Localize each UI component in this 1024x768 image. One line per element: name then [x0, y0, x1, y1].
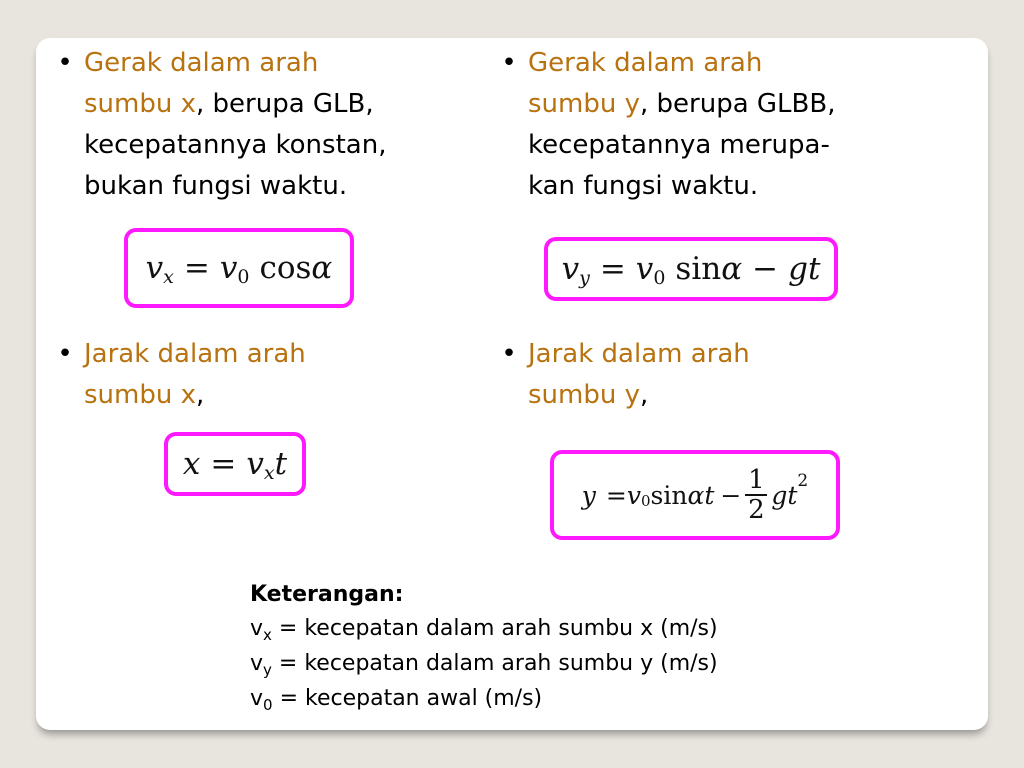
body-text: , berupa GLBB,	[640, 89, 836, 119]
fraction-numerator: 1	[748, 465, 765, 495]
formula-vy	[544, 237, 838, 301]
bullet-distance-y	[490, 334, 750, 416]
formula-subscript: 0	[653, 267, 666, 289]
slide	[36, 38, 988, 730]
formula-operator: =	[183, 250, 210, 286]
accent-text: Jarak dalam arah	[528, 339, 750, 369]
body-text: ,	[196, 380, 205, 410]
formula-subscript: 0	[640, 492, 651, 510]
formula-symbol: t	[704, 480, 715, 510]
body-text: kecepatannya konstan,	[84, 130, 387, 160]
body-text: kan fungsi waktu.	[528, 171, 759, 201]
formula-symbol: v	[635, 251, 654, 287]
bullet-glyph: •	[501, 339, 517, 369]
accent-text: sumbu x	[84, 380, 196, 410]
bullet-glyph: •	[57, 339, 73, 369]
formula-operator: −	[720, 480, 742, 510]
legend-title: Keterangan:	[250, 582, 404, 607]
accent-text: Gerak dalam arah	[528, 48, 763, 78]
accent-text: Jarak dalam arah	[84, 339, 306, 369]
formula-subscript: x	[163, 266, 174, 288]
formula-fraction	[745, 466, 767, 524]
formula-symbol: t	[274, 446, 288, 482]
formula-function: sin	[650, 480, 688, 510]
formula-operator: =	[599, 251, 626, 287]
body-text: , berupa GLB,	[196, 89, 374, 119]
formula-operator: =	[605, 480, 627, 510]
accent-text: sumbu y	[528, 380, 640, 410]
legend-item: $v_0$ = kecepatan awal (m/s)	[250, 686, 543, 714]
legend-item: $v_x$ = kecepatan dalam arah sumbu x (m/s)	[250, 616, 718, 644]
formula-symbol: gt	[788, 251, 821, 287]
body-text: ,	[640, 380, 649, 410]
formula-symbol: v	[219, 250, 238, 286]
formula-operator: −	[752, 251, 779, 287]
accent-text: sumbu y	[528, 89, 640, 119]
bullet-velocity-y	[490, 43, 835, 207]
formula-symbol: v	[145, 250, 164, 286]
formula-subscript: y	[579, 267, 590, 289]
formula-function: sin	[675, 251, 722, 287]
formula-symbol: α	[687, 480, 705, 510]
formula-symbol: v	[626, 480, 641, 510]
body-text: kecepatannya merupa-	[528, 130, 830, 160]
formula-x	[164, 432, 306, 496]
bullet-text	[528, 43, 835, 207]
legend-item: $v_y$ = kecepatan dalam arah sumbu y (m/s)	[250, 651, 718, 679]
formula-symbol: x	[182, 446, 201, 482]
bullet-text	[84, 43, 386, 207]
formula-symbol: gt	[771, 480, 798, 510]
accent-text: Gerak dalam arah	[84, 48, 319, 78]
formula-symbol: α	[721, 251, 743, 287]
bullet-glyph: •	[57, 48, 73, 78]
formula-subscript: x	[263, 462, 275, 484]
bullet-text	[528, 334, 750, 416]
bullet-velocity-x	[46, 43, 386, 207]
legend	[250, 578, 718, 717]
formula-operator: =	[210, 446, 237, 482]
accent-text: sumbu x	[84, 89, 196, 119]
formula-symbol: v	[246, 446, 264, 482]
bullet-distance-x	[46, 334, 306, 416]
formula-symbol: α	[311, 250, 333, 286]
formula-symbol: y	[581, 480, 596, 510]
bullet-glyph: •	[501, 48, 517, 78]
formula-vx	[124, 228, 354, 308]
bullet-text	[84, 334, 306, 416]
formula-exponent: 2	[797, 471, 809, 491]
formula-y	[550, 450, 840, 540]
formula-symbol: v	[561, 251, 580, 287]
fraction-denominator: 2	[748, 495, 765, 525]
formula-function: cos	[259, 250, 312, 286]
body-text: bukan fungsi waktu.	[84, 171, 348, 201]
formula-subscript: 0	[237, 266, 250, 288]
